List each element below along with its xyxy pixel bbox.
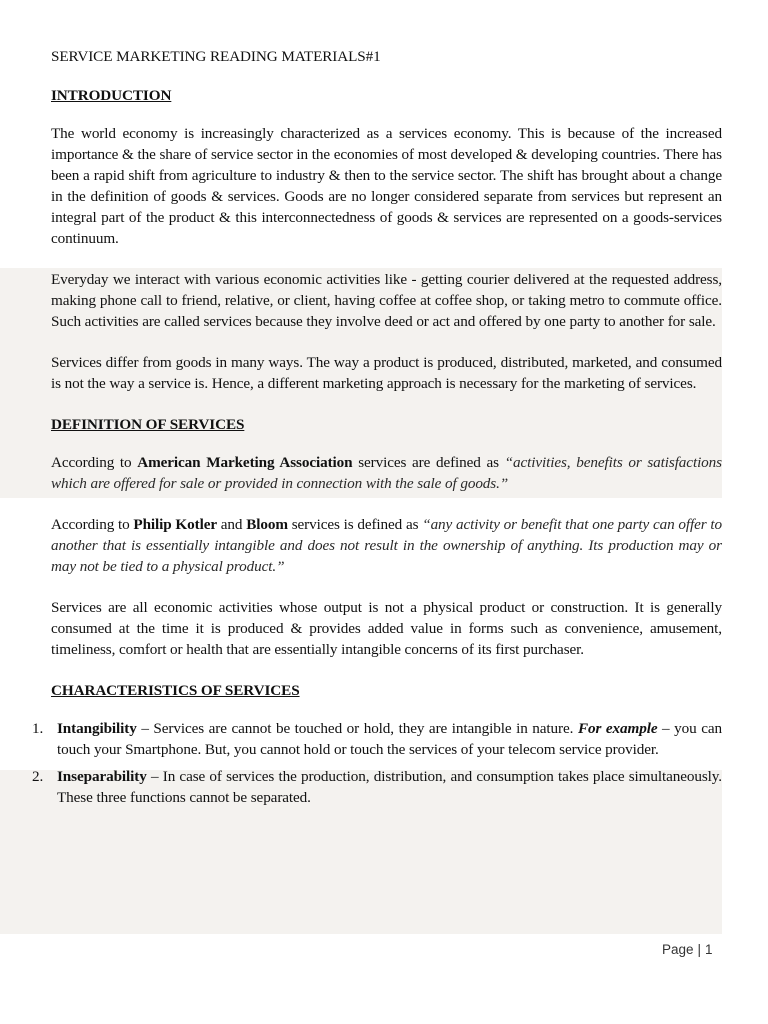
list-item <box>32 766 722 808</box>
list-item-number: 1. <box>32 720 44 737</box>
kotler-and: and <box>217 516 247 533</box>
list-item-term: Inseparability <box>57 768 147 785</box>
characteristics-heading: CHARACTERISTICS OF SERVICES <box>51 682 300 699</box>
kotler-source: Philip Kotler <box>133 516 217 533</box>
list-item-number: 2. <box>32 768 44 785</box>
intro-paragraph-1: The world economy is increasingly characterized as a services economy. This is because of the increased importance & the share of service sector in the economies of most developed & developing countries. There has been a rapid shift from agriculture to industry & then to the service sector. The shift has brought about a change in the definition of goods & services. Goods are no longer considered separate from services but represent an integral part of the product & this interconnectedness of goods & services are represented on a goods-services continuum. <box>51 125 722 247</box>
kotler-definition <box>51 514 722 577</box>
services-closing-paragraph: Services are all economic activities whose output is not a physical product or construction. It is generally consumed at the time it is produced & provides added value in forms such as convenience, amusement, timeliness, comfort or health that are essentially intangible concerns of its first purchaser. <box>51 599 722 658</box>
characteristics-list <box>32 718 722 808</box>
ama-prefix: According to <box>51 454 138 471</box>
document-title: SERVICE MARKETING READING MATERIALS#1 <box>51 48 381 65</box>
list-item-text: – you can touch your Smartphone. But, you cannot hold or touch the services of your telecom service provider. <box>57 720 722 758</box>
document-body <box>32 46 722 814</box>
list-item-term: Intangibility <box>57 720 137 737</box>
list-item-text: – Services are cannot be touched or hold, they are intangible in nature. <box>136 720 578 737</box>
list-item-text: – In case of services the production, distribution, and consumption takes place simultaneously. These three functions cannot be separated. <box>57 768 722 806</box>
bloom-source: Bloom <box>246 516 288 533</box>
ama-middle: services are defined as <box>352 454 505 471</box>
kotler-quote: “any activity or benefit that one party can offer to another that is essentially intangible and does not result in the ownership of anything. Its production may or may not be tied to a physical product.” <box>51 516 722 575</box>
page-footer <box>662 942 713 957</box>
ama-source: American Marketing Association <box>137 454 353 471</box>
introduction-heading: INTRODUCTION <box>51 87 172 104</box>
intro-paragraph-3: Services differ from goods in many ways. The way a product is produced, distributed, marketed, and consumed is not the way a service is. Hence, a different marketing approach is necessary for the marketing of services. <box>51 354 722 392</box>
list-item <box>32 718 722 760</box>
ama-definition <box>51 452 722 494</box>
page-label: Page <box>662 942 694 957</box>
kotler-middle: services is defined as <box>287 516 423 533</box>
page-number: 1 <box>705 942 713 957</box>
definition-heading: DEFINITION OF SERVICES <box>51 416 245 433</box>
ama-quote: “activities, benefits or satisfactions which are offered for sale or provided in connection with the sale of goods.” <box>51 454 722 492</box>
list-item-emphasis: For example <box>577 720 658 737</box>
page-separator: | <box>697 942 702 957</box>
intro-paragraph-2: Everyday we interact with various economic activities like - getting courier delivered at the requested address, making phone call to friend, relative, or client, having coffee at coffee shop, or taking metro to commute office. Such activities are called services because they involve deed or act and offered by one party to another for sale. <box>51 271 722 330</box>
kotler-prefix: According to <box>51 516 134 533</box>
